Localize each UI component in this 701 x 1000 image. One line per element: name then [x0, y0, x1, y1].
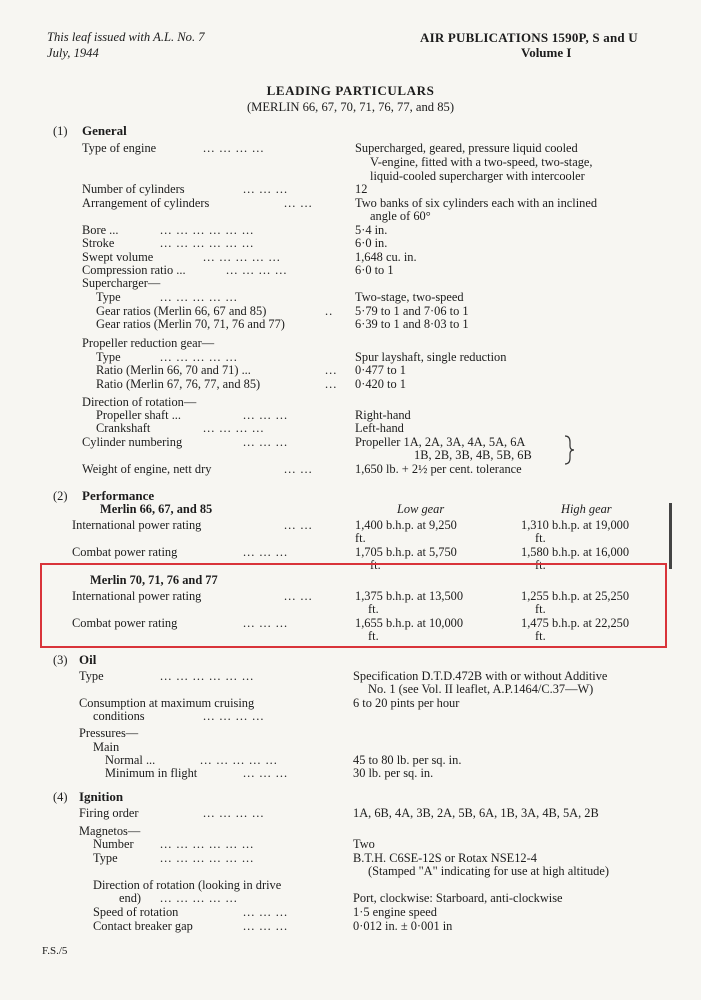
section-number-general: (1): [53, 124, 68, 138]
leader-dots: ... ... ... ... ...: [160, 350, 238, 364]
leader-dots: ... ... ... ...: [203, 709, 265, 723]
value-int-low-gear: 1,400 b.h.p. at 9,250: [355, 518, 457, 532]
value-cylinder-numbering-2: 1B, 2B, 3B, 4B, 5B, 6B: [414, 448, 532, 462]
value-engine-type-1: Supercharged, geared, pressure liquid cooled: [355, 141, 578, 155]
label-magneto-speed: Speed of rotation: [93, 905, 179, 919]
issue-note: [47, 30, 205, 61]
value-cylinder-numbering-1: Propeller 1A, 2A, 3A, 4A, 5A, 6A: [355, 435, 526, 449]
label-propeller-shaft: Propeller shaft ...: [96, 408, 181, 422]
value-oil-type-2: No. 1 (see Vol. II leaflet, A.P.1464/C.37—W): [368, 682, 594, 696]
column-heading-low-gear: Low gear: [397, 502, 445, 516]
leader-dots: ... ... ... ... ... ...: [160, 236, 255, 250]
value-engine-weight: 1,650 lb. + 2½ per cent. tolerance: [355, 462, 522, 476]
leader-dots: ... ... ...: [243, 435, 289, 449]
value-int-low-gear-unit: ft.: [355, 531, 366, 545]
label-supercharger: Supercharger—: [82, 276, 161, 290]
value-supercharger-type: Two-stage, two-speed: [355, 290, 464, 304]
label-magnetos: Magnetos—: [79, 824, 141, 838]
label-magneto-type: Type: [93, 851, 118, 865]
leader-dots: ... ...: [284, 589, 313, 603]
leader-dots: ... ... ...: [243, 545, 289, 559]
value-int-high-gear-unit: ft.: [535, 602, 546, 616]
value-ratio-67-76-77-85: 0·420 to 1: [355, 377, 406, 391]
label-oil-consumption: Consumption at maximum cruising: [79, 696, 255, 710]
footer-code: F.S./5: [42, 945, 68, 957]
leader-dots: ... ... ... ... ... ...: [160, 851, 255, 865]
value-combat-low-gear: 1,655 b.h.p. at 10,000: [355, 616, 464, 630]
value-contact-breaker-gap: 0·012 in. ± 0·001 in: [353, 919, 453, 933]
label-gear-ratios-66-67-85: Gear ratios (Merlin 66, 67 and 85): [96, 304, 267, 318]
value-int-low-gear: 1,375 b.h.p. at 13,500: [355, 589, 464, 603]
label-stroke: Stroke: [82, 236, 115, 250]
leader-dots: ... ... ... ... ...: [160, 290, 238, 304]
section-number-oil: (3): [53, 653, 68, 667]
value-gear-ratios-70-71-76-77: 6·39 to 1 and 8·03 to 1: [355, 317, 469, 331]
leader-dots: ... ... ... ... ... ...: [160, 223, 255, 237]
issue-note-line-1: This leaf issued with A.L. No. 7: [47, 30, 205, 44]
value-ratio-66-70-71: 0·477 to 1: [355, 363, 406, 377]
value-int-low-gear-unit: ft.: [368, 602, 379, 616]
brace-symbol: [562, 434, 576, 466]
label-ratio-67-76-77-85: Ratio (Merlin 67, 76, 77, and 85): [96, 377, 261, 391]
label-international-power-rating: International power rating: [72, 518, 202, 532]
label-pressure-normal: Normal ...: [105, 753, 156, 767]
value-combat-high-gear: 1,580 b.h.p. at 16,000: [521, 545, 630, 559]
value-magneto-type-2: (Stamped "A" indicating for use at high altitude): [368, 864, 610, 878]
value-pressure-minimum: 30 lb. per sq. in.: [353, 766, 434, 780]
value-bore: 5·4 in.: [355, 223, 388, 237]
value-int-high-gear-unit: ft.: [535, 531, 546, 545]
leader-dots: ... ... ... ... ...: [160, 891, 238, 905]
label-combat-power-rating: Combat power rating: [72, 616, 178, 630]
value-int-high-gear: 1,255 b.h.p. at 25,250: [521, 589, 630, 603]
label-oil-consumption-2: conditions: [93, 709, 145, 723]
value-combat-high-gear-unit: ft.: [535, 558, 546, 572]
value-crankshaft: Left-hand: [355, 421, 404, 435]
section-number-performance: (2): [53, 489, 68, 503]
label-pressures: Pressures—: [79, 726, 139, 740]
leader-dots: ... ... ...: [243, 616, 289, 630]
leader-dots: ... ... ...: [243, 905, 289, 919]
value-engine-type-3: liquid-cooled supercharger with intercooler: [370, 169, 585, 183]
leader-dots: ... ... ... ... ...: [203, 250, 281, 264]
label-engine-weight: Weight of engine, nett dry: [82, 462, 212, 476]
page-title: LEADING PARTICULARS: [266, 83, 435, 98]
volume-label: Volume I: [521, 45, 572, 60]
label-international-power-rating: International power rating: [72, 589, 202, 603]
label-pressure-main: Main: [93, 740, 120, 754]
issue-note-line-2: July, 1944: [47, 45, 99, 60]
section-heading-performance: Performance: [82, 488, 155, 503]
value-magneto-direction: Port, clockwise: Starboard, anti-clockwise: [353, 891, 563, 905]
leader-dots: ... ... ...: [243, 182, 289, 196]
page-subtitle: (MERLIN 66, 67, 70, 71, 76, 77, and 85): [246, 100, 455, 114]
leader-dots: ... ...: [284, 462, 313, 476]
section-number-ignition: (4): [53, 790, 68, 804]
label-supercharger-type: Type: [96, 290, 121, 304]
group-heading-merlin-70-71-76-77: Merlin 70, 71, 76 and 77: [90, 573, 218, 587]
label-cylinder-numbering: Cylinder numbering: [82, 435, 183, 449]
label-bore: Bore ...: [82, 223, 119, 237]
label-compression-ratio: Compression ratio ...: [82, 263, 186, 277]
value-pressure-normal: 45 to 80 lb. per sq. in.: [353, 753, 462, 767]
label-direction-of-rotation: Direction of rotation—: [82, 395, 197, 409]
label-engine-type: Type of engine: [82, 141, 157, 155]
value-compression-ratio: 6·0 to 1: [355, 263, 394, 277]
label-gear-ratios-70-71-76-77: Gear ratios (Merlin 70, 71, 76 and 77): [96, 317, 285, 331]
label-number-of-cylinders: Number of cylinders: [82, 182, 185, 196]
value-combat-low-gear: 1,705 b.h.p. at 5,750: [355, 545, 457, 559]
label-reduction-gear-type: Type: [96, 350, 121, 364]
label-magneto-direction: Direction of rotation (looking in drive: [93, 878, 282, 892]
publication-reference: AIR PUBLICATIONS 1590P, S and U: [420, 30, 638, 45]
value-reduction-gear-type: Spur layshaft, single reduction: [355, 350, 507, 364]
label-contact-breaker-gap: Contact breaker gap: [93, 919, 193, 933]
label-propeller-reduction-gear: Propeller reduction gear—: [82, 336, 215, 350]
leader-dots: ... ... ...: [243, 919, 289, 933]
value-cylinder-arrangement-1: Two banks of six cylinders each with an inclined: [355, 196, 598, 210]
leader-dots: ... ... ... ... ...: [200, 753, 278, 767]
leader-dots: ... ...: [284, 196, 313, 210]
label-combat-power-rating: Combat power rating: [72, 545, 178, 559]
leader-dots: ... ... ...: [243, 766, 289, 780]
leader-dots: ... ... ...: [243, 408, 289, 422]
value-gear-ratios-66-67-85: 5·79 to 1 and 7·06 to 1: [355, 304, 469, 318]
group-heading-merlin-66-67-85: Merlin 66, 67, and 85: [100, 502, 213, 516]
value-magneto-number: Two: [353, 837, 375, 851]
leader-dots: ...: [325, 363, 338, 377]
value-int-high-gear: 1,310 b.h.p. at 19,000: [521, 518, 630, 532]
leader-dots: ... ...: [284, 518, 313, 532]
value-combat-high-gear: 1,475 b.h.p. at 22,250: [521, 616, 630, 630]
label-firing-order: Firing order: [79, 806, 139, 820]
leader-dots: ...: [325, 377, 338, 391]
label-swept-volume: Swept volume: [82, 250, 154, 264]
value-combat-low-gear-unit: ft.: [370, 558, 381, 572]
value-propeller-shaft: Right-hand: [355, 408, 411, 422]
label-pressure-minimum: Minimum in flight: [105, 766, 198, 780]
leader-dots: ... ... ... ... ... ...: [160, 837, 255, 851]
margin-rule: [669, 503, 672, 569]
value-combat-low-gear-unit: ft.: [368, 629, 379, 643]
label-ratio-66-70-71: Ratio (Merlin 66, 70 and 71) ...: [96, 363, 251, 377]
value-oil-consumption: 6 to 20 pints per hour: [353, 696, 460, 710]
label-cylinder-arrangement: Arrangement of cylinders: [82, 196, 210, 210]
section-heading-oil: Oil: [79, 652, 97, 667]
label-oil-type: Type: [79, 669, 104, 683]
label-crankshaft: Crankshaft: [96, 421, 151, 435]
label-magneto-number: Number: [93, 837, 134, 851]
value-firing-order: 1A, 6B, 4A, 3B, 2A, 5B, 6A, 1B, 3A, 4B, 5A, 2B: [353, 806, 599, 820]
column-heading-high-gear: High gear: [561, 502, 612, 516]
leader-dots: ... ... ... ... ... ...: [160, 669, 255, 683]
value-magneto-type-1: B.T.H. C6SE-12S or Rotax NSE12-4: [353, 851, 537, 865]
section-heading-ignition: Ignition: [79, 789, 124, 804]
section-heading-general: General: [82, 123, 127, 138]
value-stroke: 6·0 in.: [355, 236, 388, 250]
leader-dots: ... ... ... ...: [203, 141, 265, 155]
value-number-of-cylinders: 12: [355, 182, 368, 196]
leader-dots: ... ... ... ...: [203, 421, 265, 435]
leader-dots: ... ... ... ...: [203, 806, 265, 820]
value-combat-high-gear-unit: ft.: [535, 629, 546, 643]
leader-dots: ..: [325, 304, 334, 318]
label-magneto-direction-2: end): [119, 891, 142, 905]
leader-dots: ... ... ... ...: [226, 263, 288, 277]
value-swept-volume: 1,648 cu. in.: [355, 250, 417, 264]
value-cylinder-arrangement-2: angle of 60°: [370, 209, 431, 223]
value-oil-type-1: Specification D.T.D.472B with or without Additive: [353, 669, 608, 683]
value-magneto-speed: 1·5 engine speed: [353, 905, 437, 919]
value-engine-type-2: V-engine, fitted with a two-speed, two-stage,: [370, 155, 593, 169]
